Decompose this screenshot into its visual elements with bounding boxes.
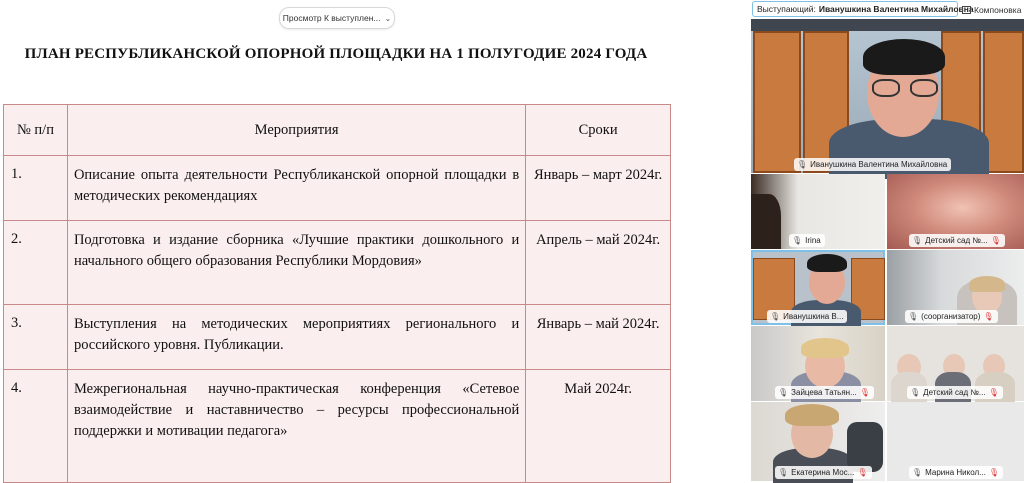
cabinet: [753, 31, 801, 173]
participant-name: Екатерина Мос...: [791, 468, 855, 477]
cabinet: [983, 31, 1024, 173]
bookshelf: [751, 19, 1024, 31]
person-silhouette: [751, 194, 781, 249]
table-row: [4, 370, 671, 483]
table-header-row: [4, 105, 671, 156]
participant-name: Детский сад №...: [923, 388, 986, 397]
row-term: Май 2024г.: [526, 370, 671, 483]
mic-icon: 🎙: [912, 468, 923, 477]
participant-tile[interactable]: [887, 250, 1024, 325]
speaker-name: Иванушкина Валентина Михайловна: [818, 4, 974, 14]
person-hair: [969, 276, 1005, 292]
row-activity: Описание опыта деятельности Республиканской опорной площадки в методических рекомендациях: [67, 156, 525, 221]
table-row: [4, 305, 671, 370]
participant-name: Иванушкина В...: [783, 312, 844, 321]
mic-icon: 🎙: [912, 236, 923, 245]
table-row: [4, 156, 671, 221]
col-header-activities: Мероприятия: [67, 105, 525, 156]
row-activity: Выступления на методических мероприятиях регионального и российского уровня. Публикации.: [67, 305, 525, 370]
person-hair: [801, 338, 849, 358]
mic-icon: 🎙: [910, 388, 921, 397]
participant-name-tag: [775, 466, 872, 479]
col-header-number: № п/п: [4, 105, 68, 156]
mic-icon: 🎙: [797, 160, 808, 169]
mic-icon: 🎙: [770, 312, 781, 321]
main-speaker-video[interactable]: [751, 19, 1024, 173]
participant-name: Детский сад №...: [925, 236, 988, 245]
participant-name-tag: [775, 386, 874, 399]
layout-label: Компоновка: [974, 4, 1022, 15]
participant-tile-active[interactable]: [751, 250, 885, 325]
participant-name: Зайцева Татьян...: [791, 388, 857, 397]
participant-tile[interactable]: [751, 402, 885, 481]
participant-tile[interactable]: [887, 402, 1024, 481]
view-mode-label: Просмотр К выступлен...: [282, 13, 381, 23]
mic-muted-icon: 🎙: [988, 468, 999, 477]
layout-icon: [962, 6, 971, 14]
mic-icon: 🎙: [778, 388, 789, 397]
mic-muted-icon: 🎙: [988, 388, 999, 397]
mic-muted-icon: 🎙: [983, 312, 994, 321]
document-title: ПЛАН РЕСПУБЛИКАНСКОЙ ОПОРНОЙ ПЛОЩАДКИ НА 1 ПОЛУГОДИЕ 2024 ГОДА: [24, 46, 648, 62]
col-header-terms: Сроки: [526, 105, 671, 156]
participant-tile[interactable]: [751, 326, 885, 401]
participant-name-tag: [909, 466, 1003, 479]
participant-name-tag: [905, 310, 998, 323]
row-activity: Подготовка и издание сборника «Лучшие практики дошкольного и начального общего образования Республики Мордовия»: [67, 221, 525, 305]
table-row: [4, 221, 671, 305]
speaker-label: Выступающий:: [757, 4, 816, 14]
mic-muted-icon: 🎙: [990, 236, 1001, 245]
row-number: 2.: [4, 221, 68, 305]
participant-name-tag: [909, 234, 1005, 247]
glasses: [872, 79, 900, 97]
participant-name-tag: [767, 310, 847, 323]
chair: [847, 422, 883, 472]
participant-name-tag: [907, 386, 1003, 399]
participant-name: Иванушкина Валентина Михайловна: [810, 160, 948, 169]
mic-icon: 🎙: [778, 468, 789, 477]
view-mode-dropdown[interactable]: [279, 7, 395, 29]
participant-tile[interactable]: [751, 174, 885, 249]
chevron-down-icon: ⌄: [384, 13, 392, 23]
participant-name-tag: [789, 234, 825, 247]
row-number: 3.: [4, 305, 68, 370]
participant-tile[interactable]: [887, 174, 1024, 249]
person-hair: [863, 39, 945, 75]
mic-icon: 🎙: [792, 236, 803, 245]
row-term: Январь – май 2024г.: [526, 305, 671, 370]
glasses: [910, 79, 938, 97]
row-number: 4.: [4, 370, 68, 483]
active-speaker-bar: [752, 1, 974, 17]
mic-icon: 🎙: [908, 312, 919, 321]
participant-tile[interactable]: [887, 326, 1024, 401]
participant-name: Марина Никол...: [925, 468, 986, 477]
plan-table: [3, 104, 671, 483]
participant-name: Irina: [805, 236, 821, 245]
participant-name-tag: [794, 158, 951, 171]
person-hair: [807, 254, 847, 272]
participant-name: (соорганизатор): [921, 312, 981, 321]
row-activity: Межрегиональная научно-практическая конференция «Сетевое взаимодействие и наставничество – ресурсы профессиональной поддержки и мотивации педагога»: [67, 370, 525, 483]
mic-muted-icon: 🎙: [859, 388, 870, 397]
row-number: 1.: [4, 156, 68, 221]
row-term: Апрель – май 2024г.: [526, 221, 671, 305]
mic-muted-icon: 🎙: [857, 468, 868, 477]
row-term: Январь – март 2024г.: [526, 156, 671, 221]
layout-button[interactable]: [962, 3, 1022, 16]
person-hair: [785, 404, 839, 426]
